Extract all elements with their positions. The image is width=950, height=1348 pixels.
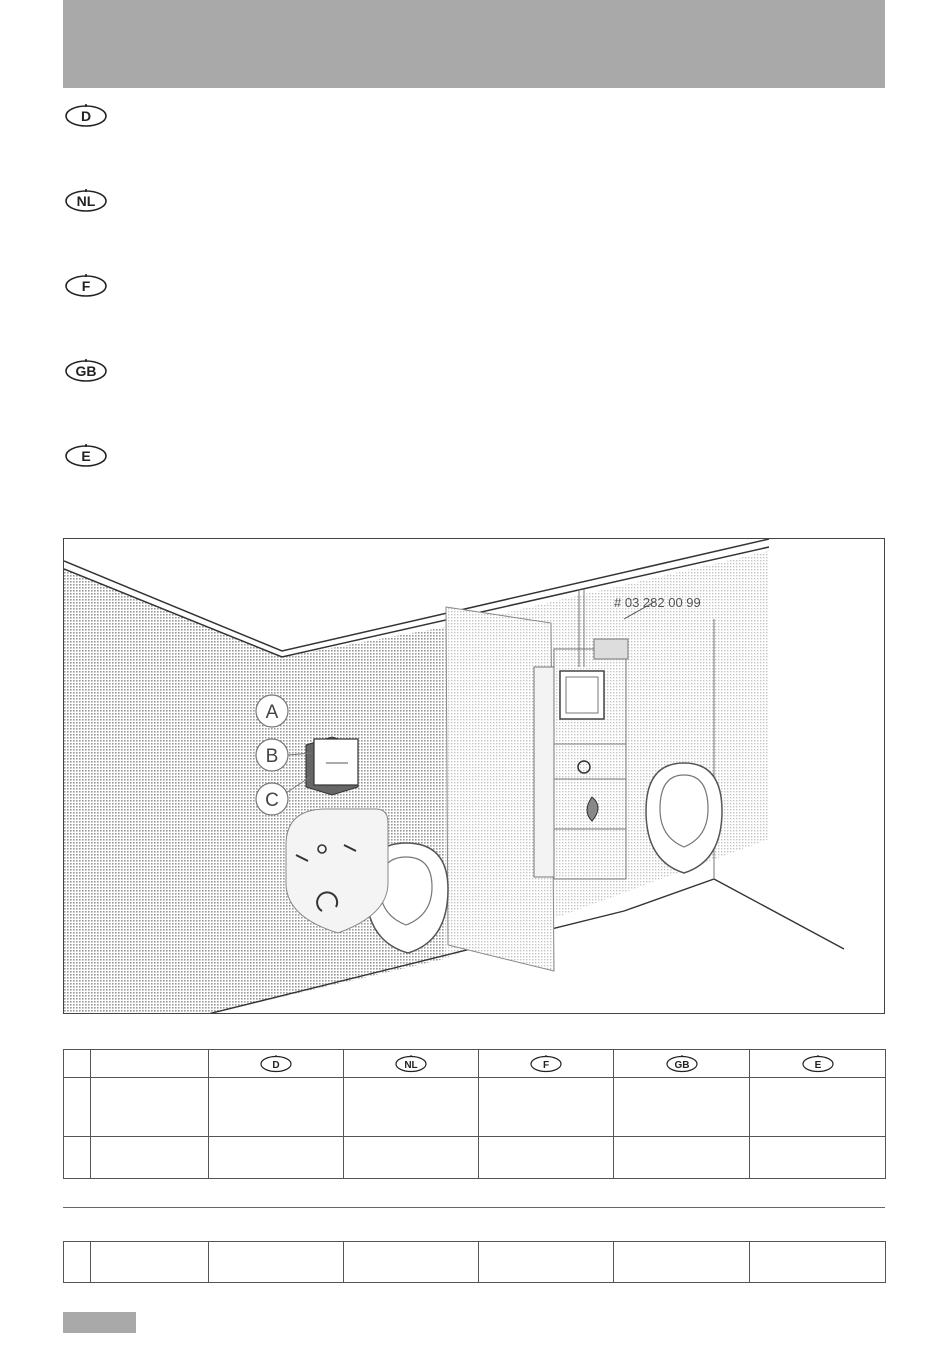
table-row bbox=[64, 1137, 886, 1179]
table-cell bbox=[479, 1137, 614, 1179]
language-badge-f bbox=[64, 274, 108, 298]
table-cell bbox=[64, 1050, 91, 1078]
language-badge-nl bbox=[64, 189, 108, 213]
svg-text:F: F bbox=[81, 278, 91, 294]
table-cell bbox=[209, 1137, 344, 1179]
table-cell bbox=[91, 1078, 209, 1137]
table-cell bbox=[209, 1078, 344, 1137]
installation-illustration bbox=[63, 538, 885, 1014]
svg-text:NL: NL bbox=[76, 193, 96, 209]
svg-text:NL: NL bbox=[404, 1059, 418, 1071]
callout-a bbox=[256, 695, 288, 727]
specification-table bbox=[63, 1049, 886, 1179]
table-header-nl bbox=[344, 1050, 479, 1078]
language-badge-gb bbox=[64, 359, 108, 383]
table-cell bbox=[209, 1242, 344, 1283]
svg-text:E: E bbox=[814, 1059, 821, 1071]
language-badge-e bbox=[64, 444, 108, 468]
table-cell bbox=[344, 1242, 479, 1283]
language-badge-d bbox=[64, 104, 108, 128]
svg-text:D: D bbox=[272, 1059, 280, 1071]
svg-text:GB: GB bbox=[674, 1059, 689, 1071]
table-cell bbox=[750, 1078, 886, 1137]
table-row bbox=[64, 1242, 886, 1283]
table-cell bbox=[64, 1242, 91, 1283]
svg-text:GB: GB bbox=[75, 363, 97, 379]
svg-text:B: B bbox=[265, 746, 279, 767]
table-cell bbox=[91, 1242, 209, 1283]
table-header-gb bbox=[614, 1050, 750, 1078]
table-cell bbox=[614, 1242, 750, 1283]
callout-c bbox=[256, 783, 288, 815]
table-cell bbox=[344, 1078, 479, 1137]
left-wall bbox=[64, 569, 444, 1013]
table-header-d bbox=[209, 1050, 344, 1078]
svg-text:D: D bbox=[80, 108, 92, 124]
table-cell bbox=[479, 1078, 614, 1137]
article-number: # 03 282 00 99 bbox=[614, 595, 701, 610]
table-header-e bbox=[750, 1050, 886, 1078]
table-cell bbox=[91, 1050, 209, 1078]
callout-b bbox=[256, 739, 288, 771]
table-row bbox=[64, 1078, 886, 1137]
table-cell bbox=[344, 1137, 479, 1179]
table-cell bbox=[91, 1137, 209, 1179]
svg-text:F: F bbox=[542, 1059, 550, 1071]
table-cell bbox=[614, 1137, 750, 1179]
table-cell bbox=[64, 1137, 91, 1179]
svg-text:E: E bbox=[81, 448, 91, 464]
table-header-row bbox=[64, 1050, 886, 1078]
table-cell bbox=[64, 1078, 91, 1137]
svg-text:A: A bbox=[265, 702, 279, 723]
table-cell bbox=[479, 1242, 614, 1283]
table-header-f bbox=[479, 1050, 614, 1078]
table-cell bbox=[750, 1137, 886, 1179]
svg-text:C: C bbox=[265, 790, 279, 811]
spare-parts-table bbox=[63, 1241, 886, 1283]
table-cell bbox=[614, 1078, 750, 1137]
header-bar bbox=[63, 0, 885, 88]
section-divider bbox=[63, 1207, 885, 1208]
page-number-tab bbox=[63, 1312, 136, 1333]
table-cell bbox=[750, 1242, 886, 1283]
